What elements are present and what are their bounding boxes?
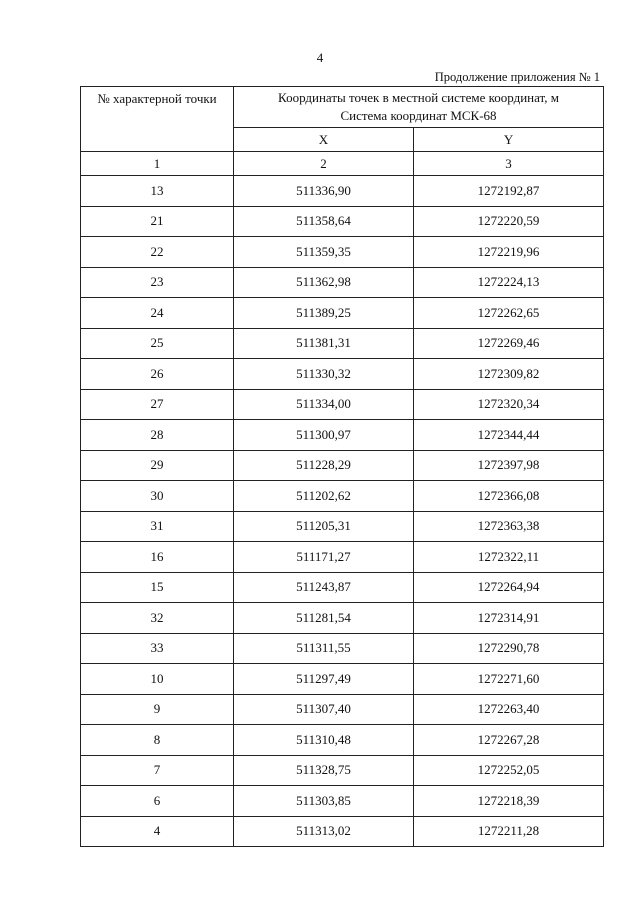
table-row — [81, 786, 604, 817]
table-row — [81, 420, 604, 451]
table-row — [81, 511, 604, 542]
table-row — [81, 450, 604, 481]
point-number-cell: 6 — [81, 786, 234, 817]
table-row — [81, 267, 604, 298]
table-row — [81, 755, 604, 786]
x-coordinate-cell: 511389,25 — [234, 298, 414, 329]
x-coordinate-cell: 511328,75 — [234, 755, 414, 786]
point-number-header: № характерной точки — [81, 87, 234, 152]
x-coordinate-cell: 511362,98 — [234, 267, 414, 298]
table-row — [81, 237, 604, 268]
y-coordinate-cell: 1272211,28 — [414, 816, 604, 847]
y-coordinate-cell: 1272252,05 — [414, 755, 604, 786]
table-row — [81, 603, 604, 634]
x-coordinate-cell: 511358,64 — [234, 206, 414, 237]
x-coordinate-cell: 511202,62 — [234, 481, 414, 512]
coordinates-table — [80, 86, 604, 847]
y-coordinate-cell: 1272267,28 — [414, 725, 604, 756]
header-row — [81, 87, 604, 128]
continuation-label: Продолжение приложения № 1 — [434, 70, 600, 84]
y-coordinate-cell: 1272264,94 — [414, 572, 604, 603]
table-row — [81, 481, 604, 512]
point-number-cell: 22 — [81, 237, 234, 268]
point-number-cell: 30 — [81, 481, 234, 512]
y-coordinate-cell: 1272192,87 — [414, 176, 604, 207]
table-row — [81, 694, 604, 725]
point-number-cell: 13 — [81, 176, 234, 207]
x-coordinate-cell: 511381,31 — [234, 328, 414, 359]
x-coordinate-cell: 511243,87 — [234, 572, 414, 603]
x-coordinate-cell: 511330,32 — [234, 359, 414, 390]
y-coordinate-cell: 1272320,34 — [414, 389, 604, 420]
point-number-cell: 28 — [81, 420, 234, 451]
y-coordinate-cell: 1272262,65 — [414, 298, 604, 329]
y-coordinate-cell: 1272344,44 — [414, 420, 604, 451]
table-row — [81, 389, 604, 420]
x-coordinate-cell: 511281,54 — [234, 603, 414, 634]
y-coordinate-cell: 1272218,39 — [414, 786, 604, 817]
table-row — [81, 664, 604, 695]
y-coordinate-cell: 1272263,40 — [414, 694, 604, 725]
x-coordinate-cell: 511297,49 — [234, 664, 414, 695]
table-row — [81, 572, 604, 603]
table-row — [81, 328, 604, 359]
x-coordinate-cell: 511336,90 — [234, 176, 414, 207]
point-number-cell: 33 — [81, 633, 234, 664]
page-number: 4 — [316, 50, 324, 65]
y-coordinate-cell: 1272220,59 — [414, 206, 604, 237]
table-row — [81, 725, 604, 756]
x-coordinate-cell: 511313,02 — [234, 816, 414, 847]
point-number-cell: 16 — [81, 542, 234, 573]
y-header: Y — [414, 128, 604, 152]
coordinates-header — [234, 87, 604, 128]
column-number: 3 — [414, 152, 604, 176]
point-number-cell: 31 — [81, 511, 234, 542]
point-number-cell: 26 — [81, 359, 234, 390]
table-row — [81, 359, 604, 390]
y-coordinate-cell: 1272309,82 — [414, 359, 604, 390]
point-number-cell: 8 — [81, 725, 234, 756]
x-coordinate-cell: 511205,31 — [234, 511, 414, 542]
x-coordinate-cell: 511307,40 — [234, 694, 414, 725]
table-row — [81, 298, 604, 329]
table-row — [81, 633, 604, 664]
x-coordinate-cell: 511310,48 — [234, 725, 414, 756]
x-coordinate-cell: 511300,97 — [234, 420, 414, 451]
y-coordinate-cell: 1272397,98 — [414, 450, 604, 481]
y-coordinate-cell: 1272290,78 — [414, 633, 604, 664]
point-number-cell: 24 — [81, 298, 234, 329]
point-number-cell: 15 — [81, 572, 234, 603]
point-number-cell: 21 — [81, 206, 234, 237]
x-coordinate-cell: 511303,85 — [234, 786, 414, 817]
table-row — [81, 176, 604, 207]
y-coordinate-cell: 1272322,11 — [414, 542, 604, 573]
x-coordinate-cell: 511334,00 — [234, 389, 414, 420]
point-number-cell: 32 — [81, 603, 234, 634]
y-coordinate-cell: 1272271,60 — [414, 664, 604, 695]
y-coordinate-cell: 1272314,91 — [414, 603, 604, 634]
table-row — [81, 206, 604, 237]
x-coordinate-cell: 511171,27 — [234, 542, 414, 573]
point-number-cell: 4 — [81, 816, 234, 847]
coordinates-header-line1: Координаты точек в местной системе координат, м — [278, 90, 559, 105]
column-number: 2 — [234, 152, 414, 176]
y-coordinate-cell: 1272363,38 — [414, 511, 604, 542]
point-number-cell: 9 — [81, 694, 234, 725]
y-coordinate-cell: 1272219,96 — [414, 237, 604, 268]
coordinates-header-line2: Система координат МСК-68 — [340, 108, 497, 123]
point-number-cell: 7 — [81, 755, 234, 786]
x-coordinate-cell: 511311,55 — [234, 633, 414, 664]
y-coordinate-cell: 1272269,46 — [414, 328, 604, 359]
point-number-cell: 23 — [81, 267, 234, 298]
y-coordinate-cell: 1272366,08 — [414, 481, 604, 512]
x-coordinate-cell: 511228,29 — [234, 450, 414, 481]
point-number-cell: 10 — [81, 664, 234, 695]
point-number-cell: 25 — [81, 328, 234, 359]
column-number-row — [81, 152, 604, 176]
x-header: X — [234, 128, 414, 152]
point-number-cell: 27 — [81, 389, 234, 420]
column-number: 1 — [81, 152, 234, 176]
point-number-cell: 29 — [81, 450, 234, 481]
table-row — [81, 816, 604, 847]
y-coordinate-cell: 1272224,13 — [414, 267, 604, 298]
table-row — [81, 542, 604, 573]
x-coordinate-cell: 511359,35 — [234, 237, 414, 268]
